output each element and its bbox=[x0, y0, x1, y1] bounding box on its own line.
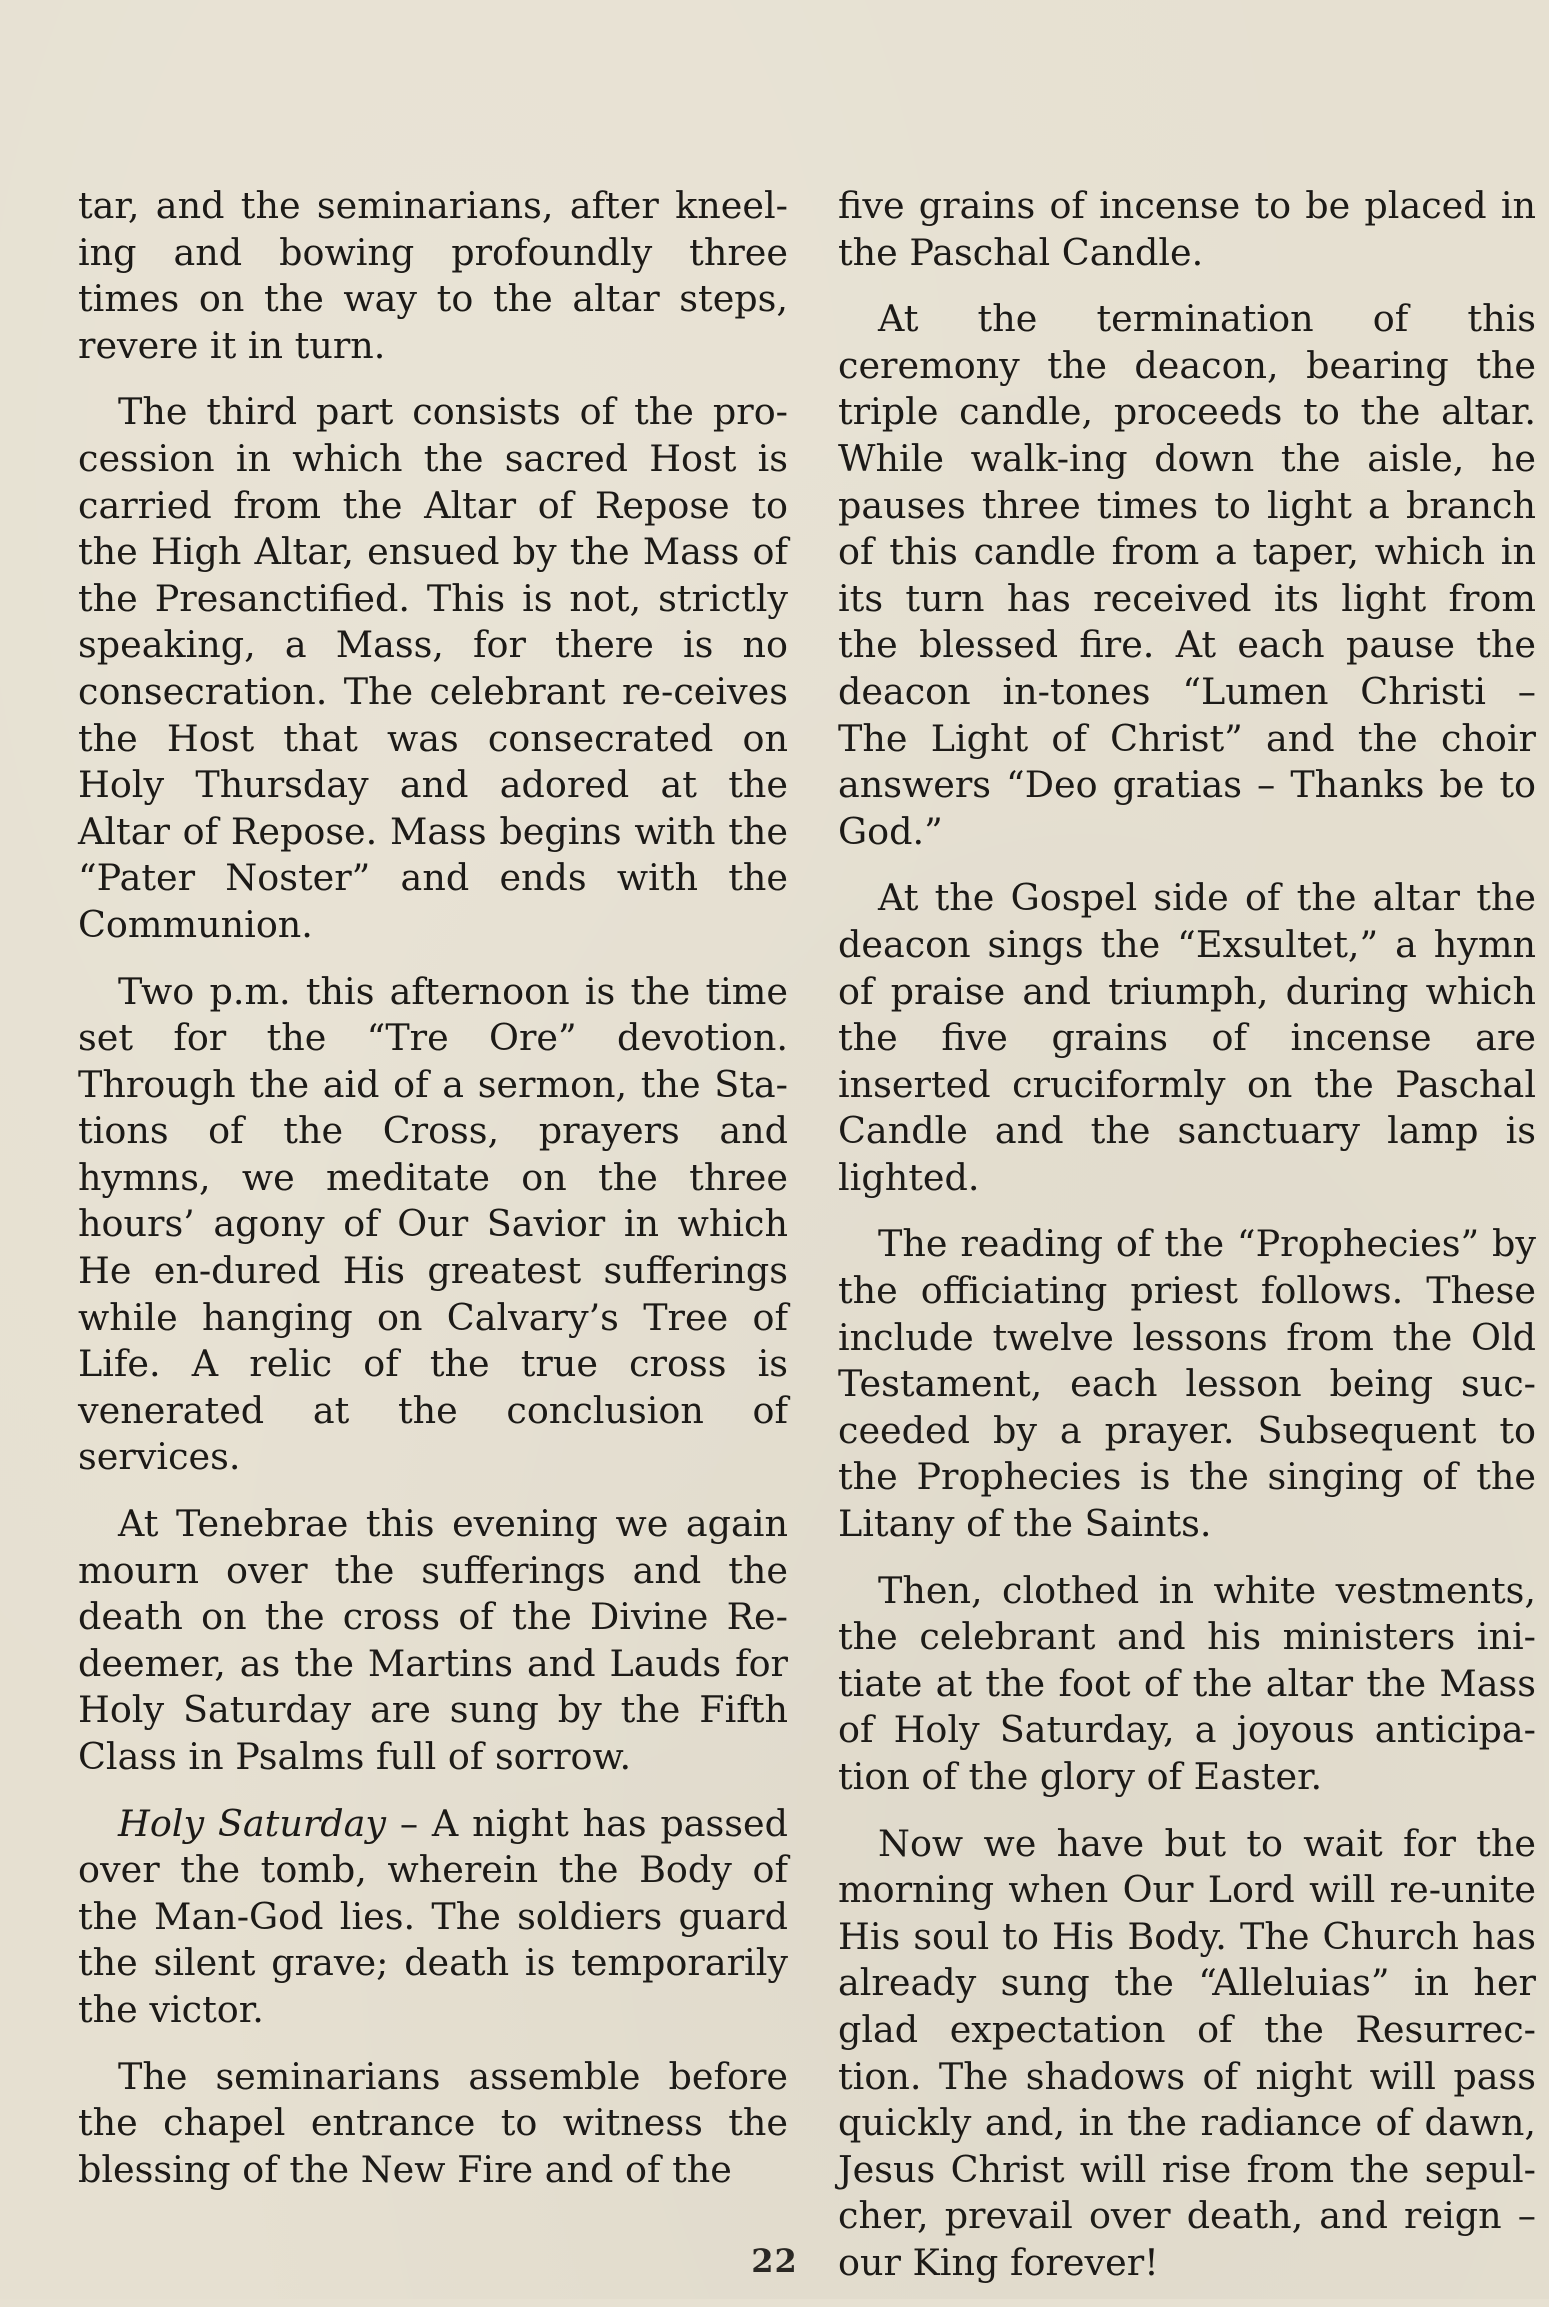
holy-saturday-heading: Holy Saturday bbox=[118, 1801, 387, 1845]
right-paragraph-5: Then, clothed in white vestments, the celebrant and his ministers ini-tiate at the foot of the altar the Mass of Holy Saturday, a joyous anticipa-tion of the glory of Easter. bbox=[838, 1568, 1536, 1798]
left-paragraph-6: The seminarians assemble before the chapel entrance to witness the blessing of the New Fire and of the bbox=[78, 2054, 788, 2191]
left-paragraph-2: The third part consists of the pro-cession in which the sacred Host is carried from the Altar of Repose to the High Altar, ensued by the Mass of the Presanctified. This is not, strictly speaking, a Mass, for there is no consecration. The celebrant re-ceives the Host that was consecrated on Holy Thursday and adored at the Altar of Repose. Mass begins with the “Pater Noster” and ends with the Communion. bbox=[78, 390, 788, 946]
page-number: 22 bbox=[751, 2242, 798, 2280]
right-paragraph-4: The reading of the “Prophecies” by the officiating priest follows. These include twelve lessons from the Old Testament, each lesson being suc-ceeded by a prayer. Subsequent to the Prophecies is the singing of the Litany of the Saints. bbox=[838, 1222, 1536, 1546]
right-paragraph-2: At the termination of this ceremony the deacon, bearing the triple candle, proceeds to the altar. While walk-ing down the aisle, he pauses three times to light a branch of this candle from a taper, which in its turn has received its light from the blessed fire. At each pause the deacon in-tones “Lumen Christi – The Light of Christ” and the choir answers “Deo gratias – Thanks be to God.” bbox=[838, 297, 1536, 853]
left-column bbox=[78, 183, 788, 2213]
left-paragraph-1: tar, and the seminarians, after kneel-ing and bowing profoundly three times on the way to the altar steps, revere it in turn. bbox=[78, 184, 788, 367]
holy-saturday-text: – A night has passed over the tomb, wherein the Body of the Man-God lies. The soldiers guard the silent grave; death is temporarily the victor. bbox=[78, 1801, 788, 2031]
right-paragraph-1: five grains of incense to be placed in the Paschal Candle. bbox=[838, 184, 1536, 274]
right-column bbox=[838, 183, 1536, 2307]
left-paragraph-5 bbox=[78, 1801, 788, 2034]
right-paragraph-6: Now we have but to wait for the morning when Our Lord will re-unite His soul to His Body. The Church has already sung the “Alleluias” in her glad expectation of the Resurrec-tion. The shadows of night will pass quickly and, in the radiance of dawn, Jesus Christ will rise from the sepul-cher, prevail over death, and reign – our King forever! bbox=[838, 1821, 1536, 2284]
right-paragraph-3: At the Gospel side of the altar the deacon sings the “Exsultet,” a hymn of praise and triumph, during which the five grains of incense are inserted cruciformly on the Paschal Candle and the sanctuary lamp is lighted. bbox=[838, 876, 1536, 1199]
left-paragraph-3: Two p.m. this afternoon is the time set for the “Tre Ore” devotion. Through the aid of a sermon, the Sta-tions of the Cross, prayers and hymns, we meditate on the three hours’ agony of Our Savior in which He en-dured His greatest sufferings while hanging on Calvary’s Tree of Life. A relic of the true cross is venerated at the conclusion of services. bbox=[78, 969, 788, 1479]
left-paragraph-4: At Tenebrae this evening we again mourn over the sufferings and the death on the cross of the Divine Re-deemer, as the Martins and Lauds for Holy Saturday are sung by the Fifth Class in Psalms full of sorrow. bbox=[78, 1502, 788, 1778]
